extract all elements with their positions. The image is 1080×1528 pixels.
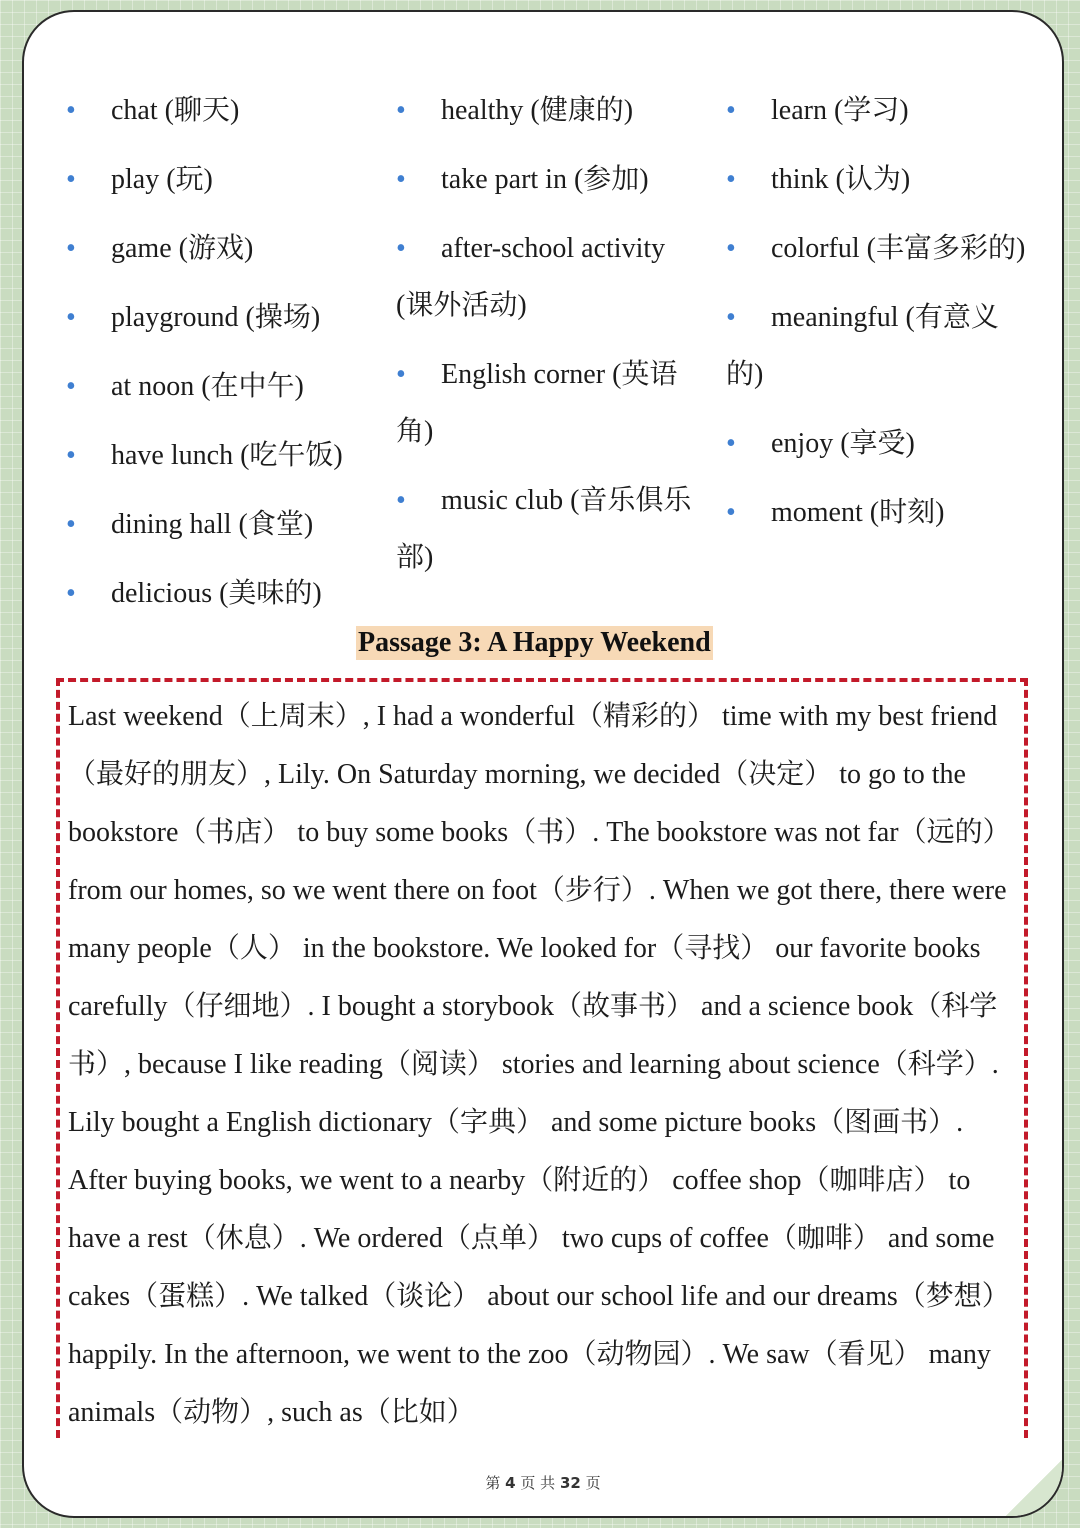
bullet-icon: • [66, 371, 76, 402]
vocab-item [396, 346, 696, 460]
vocab-item [726, 415, 1026, 472]
bullet-icon: • [396, 359, 406, 390]
vocab-item [66, 151, 366, 208]
vocab-text: English corner (英语角) [396, 359, 678, 447]
bullet-icon: • [726, 164, 736, 195]
vocab-item [726, 151, 1026, 208]
vocab-item [66, 427, 366, 484]
vocab-item [66, 82, 366, 139]
vocab-item [396, 151, 696, 208]
bullet-icon: • [66, 233, 76, 264]
bullet-icon: • [726, 428, 736, 459]
bullet-icon: • [396, 164, 406, 195]
passage-title: Passage 3: A Happy Weekend [358, 627, 711, 658]
bullet-icon: • [726, 497, 736, 528]
footer-total-pages: 32 [559, 1474, 581, 1492]
footer-current-page: 4 [505, 1474, 516, 1492]
bullet-icon: • [396, 233, 406, 264]
vocab-text: chat (聊天) [111, 95, 240, 126]
vocab-text: meaningful (有意义的) [726, 302, 999, 390]
bullet-icon: • [726, 233, 736, 264]
bullet-icon: • [66, 578, 76, 609]
passage-box [56, 678, 1028, 1438]
vocabulary-section [24, 12, 1062, 612]
vocab-text: moment (时刻) [771, 497, 945, 528]
vocab-item [726, 289, 1026, 403]
vocab-item [726, 220, 1026, 277]
vocab-text: learn (学习) [771, 95, 909, 126]
vocab-item [66, 289, 366, 346]
vocab-text: game (游戏) [111, 233, 254, 264]
page-curl-decoration [1004, 1458, 1064, 1518]
vocab-column-2 [396, 82, 696, 598]
document-page [22, 10, 1064, 1518]
bullet-icon: • [726, 302, 736, 333]
vocab-text: enjoy (享受) [771, 428, 915, 459]
vocab-text: dining hall (食堂) [111, 509, 314, 540]
vocab-text: delicious (美味的) [111, 578, 322, 609]
passage-text: Last weekend（上周末）, I had a wonderful（精彩的） time with my best friend（最好的朋友）, Lily. On Saturday morning, we decided（决定） to go to the bookstore（书店） to buy some books（书）. The bookstore was not far（远的） from our homes, so we went there on foot（步行）. When we got there, there were many people（人） in the bookstore. We looked for（寻找） our favorite books carefully（仔细地）. I bought a storybook（故事书） and a science book（科学书）, because I like reading（阅读） stories and learning about science（科学）. Lily bought a English dictionary（字典） and some picture books（图画书）. After buying books, we went to a nearby（附近的） coffee shop（咖啡店） to have a rest（休息）. We ordered（点单） two cups of coffee（咖啡） and some cakes（蛋糕）. We talked（谈论） about our school life and our dreams（梦想） happily. In the afternoon, we went to the zoo（动物园）. We saw（看见） many animals（动物）, such as（比如） [68, 701, 1011, 1428]
page-footer [24, 1472, 1062, 1493]
bullet-icon: • [66, 509, 76, 540]
vocab-item [66, 565, 366, 622]
vocab-text: music club (音乐俱乐部) [396, 485, 692, 573]
vocab-item [396, 472, 696, 586]
footer-middle: 页 共 [520, 1474, 556, 1492]
vocab-column-3 [726, 82, 1026, 553]
vocab-item [726, 484, 1026, 541]
vocab-item [396, 220, 696, 334]
vocab-text: have lunch (吃午饭) [111, 440, 343, 471]
vocab-text: play (玩) [111, 164, 213, 195]
vocab-column-1 [66, 82, 366, 634]
vocab-text: healthy (健康的) [441, 95, 634, 126]
vocab-text: after-school activity (课外活动) [396, 233, 666, 321]
bullet-icon: • [396, 95, 406, 126]
vocab-item [66, 358, 366, 415]
vocab-text: colorful (丰富多彩的) [771, 233, 1026, 264]
bullet-icon: • [66, 95, 76, 126]
vocab-item [396, 82, 696, 139]
vocab-text: at noon (在中午) [111, 371, 304, 402]
vocab-item [726, 82, 1026, 139]
vocab-text: take part in (参加) [441, 164, 649, 195]
vocab-text: think (认为) [771, 164, 911, 195]
bullet-icon: • [396, 485, 406, 516]
vocab-item [66, 220, 366, 277]
bullet-icon: • [66, 440, 76, 471]
bullet-icon: • [726, 95, 736, 126]
vocab-item [66, 496, 366, 553]
bullet-icon: • [66, 302, 76, 333]
footer-prefix: 第 [485, 1474, 501, 1492]
bullet-icon: • [66, 164, 76, 195]
vocab-text: playground (操场) [111, 302, 321, 333]
footer-suffix: 页 [585, 1474, 601, 1492]
